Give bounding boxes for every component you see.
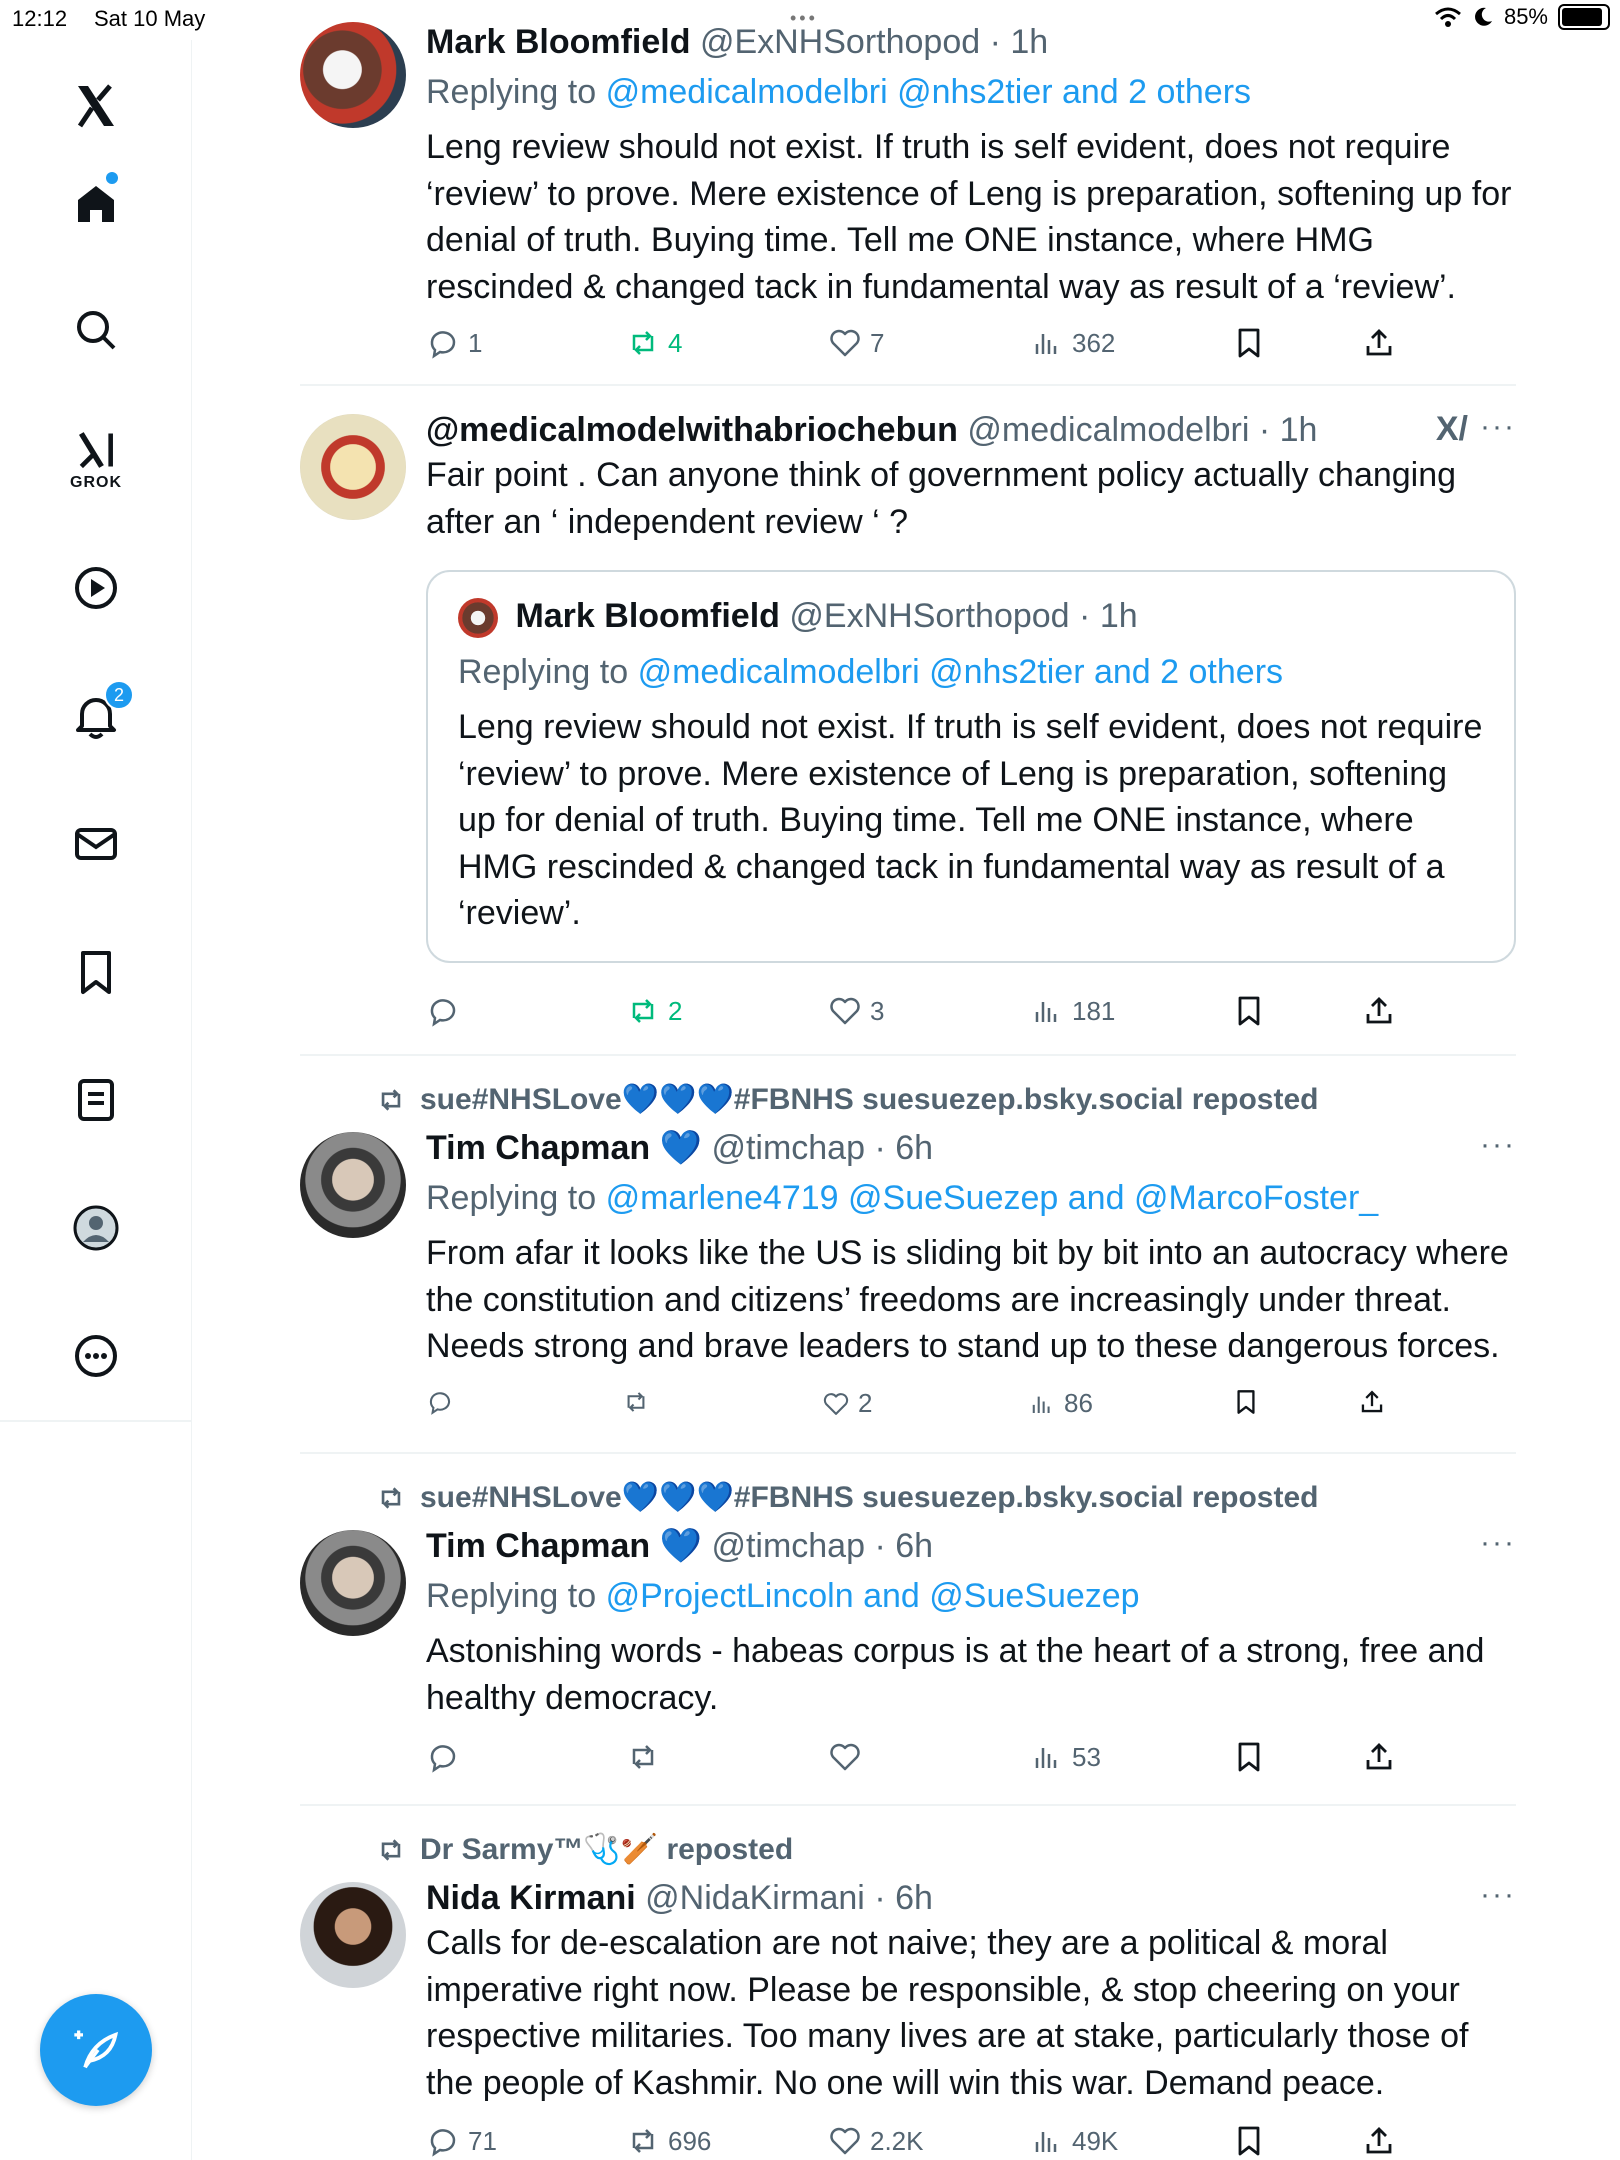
like-count: 3: [870, 995, 885, 1026]
like-count: 2: [858, 1388, 873, 1418]
quote-time: · 1h: [1079, 597, 1138, 635]
replying-to: [426, 1576, 1516, 1616]
tweet-time[interactable]: · 6h: [874, 1527, 934, 1565]
views-count: 49K: [1072, 2125, 1119, 2156]
grok-label: GROK: [70, 474, 122, 491]
tweet-header: [426, 1128, 1516, 1168]
views-chart-icon: [1030, 2124, 1064, 2158]
views-count: 86: [1064, 1388, 1093, 1418]
play-icon: [72, 564, 120, 612]
quote-avatar: [458, 598, 498, 638]
author-name[interactable]: Tim Chapman: [426, 1527, 651, 1565]
reply-icon: [426, 994, 460, 1028]
repost-button[interactable]: [626, 994, 682, 1028]
replying-prefix: Replying to: [426, 1179, 597, 1217]
tweet-divider: [300, 1804, 1516, 1806]
status-date: Sat 10 May: [94, 6, 206, 31]
tweet-header: [426, 1878, 1516, 1918]
reply-count: 71: [468, 2125, 497, 2156]
repost-button[interactable]: [622, 1388, 658, 1416]
reply-button[interactable]: [426, 1740, 468, 1774]
author-name[interactable]: Mark Bloomfield: [426, 23, 691, 61]
share-button[interactable]: [1362, 2124, 1396, 2158]
replying-prefix: Replying to: [426, 73, 597, 111]
sidebar-item-bookmarks[interactable]: [56, 932, 136, 1012]
repost-icon: [626, 2124, 660, 2158]
tweet-header: [426, 22, 1516, 62]
heart-icon: [822, 1390, 850, 1418]
notifications-badge: 2: [104, 680, 134, 710]
replying-prefix: Replying to: [426, 1577, 597, 1615]
author-handle[interactable]: @NidaKirmani: [645, 1879, 865, 1917]
tweet-divider: [300, 384, 1516, 386]
bookmark-icon: [1232, 994, 1266, 1028]
author-handle[interactable]: @ExNHSorthopod: [699, 23, 981, 61]
more-options-icon[interactable]: ···: [1480, 1526, 1516, 1559]
battery-icon: [1558, 4, 1610, 30]
replying-links[interactable]: @medicalmodelbri @nhs2tier and 2 others: [605, 73, 1252, 111]
like-button[interactable]: [828, 1740, 870, 1774]
views-chart-icon: [1030, 994, 1064, 1028]
repost-icon: [626, 326, 660, 360]
bookmark-icon: [1232, 1388, 1260, 1416]
grok-explain-icon[interactable]: X/: [1435, 410, 1468, 448]
reposted-by[interactable]: [376, 1480, 1318, 1515]
repost-button[interactable]: [626, 1740, 668, 1774]
heart-icon: [828, 2124, 862, 2158]
grok-icon: [72, 428, 120, 472]
bookmark-icon: [1232, 326, 1266, 360]
mail-icon: [72, 820, 120, 868]
author-handle[interactable]: @medicalmodelbri: [967, 411, 1250, 449]
tweet-actions: [426, 994, 1426, 1034]
verified-heart-badge: 💙: [659, 1527, 702, 1565]
bookmark-icon: [1232, 2124, 1266, 2158]
tweet-actions: [426, 1388, 1426, 1428]
like-button[interactable]: [828, 994, 884, 1028]
repost-icon: [626, 1740, 660, 1774]
views-button[interactable]: [1030, 1740, 1101, 1774]
battery-percent: 85%: [1503, 4, 1548, 29]
sidebar-item-notifications[interactable]: [56, 676, 136, 756]
repost-icon: [626, 994, 660, 1028]
sidebar-item-home[interactable]: [56, 162, 136, 242]
more-options-icon[interactable]: ···: [1480, 1878, 1516, 1911]
tweet-time[interactable]: · 6h: [874, 1129, 934, 1167]
status-time: 12:12: [12, 6, 68, 31]
quote-replying-prefix: Replying to: [458, 653, 629, 692]
quote-header: [458, 596, 1484, 638]
author-name[interactable]: @medicalmodelwithabriochebun: [426, 411, 958, 449]
reposted-by[interactable]: [376, 1832, 793, 1867]
avatar[interactable]: [300, 1530, 406, 1636]
heart-icon: [828, 994, 862, 1028]
reposted-by-text: Dr Sarmy™🩺🏏 reposted: [420, 1833, 794, 1866]
quote-replying-to: [458, 652, 1484, 692]
like-count: 2.2K: [870, 2125, 924, 2156]
views-button[interactable]: [1030, 2124, 1118, 2158]
avatar[interactable]: [300, 1882, 406, 1988]
avatar[interactable]: [300, 414, 406, 520]
home-unread-dot: [106, 172, 118, 184]
tweet-header: [426, 410, 1516, 450]
sidebar-item-search[interactable]: [56, 290, 136, 370]
more-circle-icon: [72, 1332, 120, 1380]
reposted-by-text: sue#NHSLove💙💙💙#FBNHS suesuezep.bsky.social reposted: [420, 1083, 1319, 1116]
sidebar-item-messages[interactable]: [56, 804, 136, 884]
share-icon: [1362, 1740, 1396, 1774]
sidebar-item-lists[interactable]: [56, 1060, 136, 1140]
sidebar-item-videos[interactable]: [56, 548, 136, 628]
replying-to: [426, 72, 1516, 112]
repost-icon: [622, 1388, 650, 1416]
reposted-by-text: sue#NHSLove💙💙💙#FBNHS suesuezep.bsky.social reposted: [420, 1481, 1319, 1514]
bookmark-button[interactable]: [1232, 326, 1266, 360]
reply-icon: [426, 1388, 454, 1416]
share-button[interactable]: [1362, 994, 1396, 1028]
bookmark-button[interactable]: [1232, 1740, 1266, 1774]
reply-button[interactable]: [426, 994, 468, 1028]
share-button[interactable]: [1362, 326, 1396, 360]
repost-icon: [376, 1085, 406, 1115]
tweet-time[interactable]: · 1h: [1258, 411, 1318, 449]
reply-count: 1: [468, 327, 483, 358]
share-icon: [1362, 2124, 1396, 2158]
repost-count: 4: [668, 327, 683, 358]
tweet-text: Fair point . Can anyone think of government policy actually changing after an ‘ independent review ‘ ?: [426, 456, 1457, 541]
repost-count: 696: [668, 2125, 712, 2156]
repost-button[interactable]: [626, 326, 682, 360]
reply-button[interactable]: [426, 326, 482, 360]
views-count: 53: [1072, 1741, 1101, 1772]
share-icon: [1362, 326, 1396, 360]
home-icon: [72, 178, 120, 226]
quote-author-handle: @ExNHSorthopod: [789, 597, 1070, 635]
share-icon: [1358, 1388, 1386, 1416]
author-handle[interactable]: @timchap: [711, 1129, 866, 1167]
tweet-time[interactable]: · 6h: [874, 1879, 933, 1917]
sidebar-item-profile[interactable]: [56, 1188, 136, 1268]
quote-text: Leng review should not exist. If truth is self evident, does not require ‘review’ to prove. Mere existence of Leng is preparation, softening up for denial of truth. Buying time. Tell me ONE instance, where HMG rescinded & changed tack in fundamental way as result of a ‘review’.: [458, 708, 1483, 933]
like-button[interactable]: [822, 1388, 872, 1419]
tweet-time[interactable]: · 1h: [989, 23, 1049, 61]
author-name[interactable]: Nida Kirmani: [426, 1879, 636, 1917]
tweet-actions: [426, 326, 1426, 366]
sidebar-item-grok[interactable]: [56, 420, 136, 500]
reply-icon: [426, 326, 460, 360]
repost-icon: [376, 1483, 406, 1513]
tweet-text: Astonishing words - habeas corpus is at the heart of a strong, free and healthy democracy.: [426, 1632, 1485, 1717]
tweet-actions: [426, 2124, 1426, 2160]
tweet-header: [426, 1526, 1516, 1566]
replying-links[interactable]: @marlene4719 @SueSuezep and @MarcoFoster_: [605, 1179, 1379, 1217]
views-button[interactable]: [1030, 994, 1115, 1028]
search-icon: [72, 306, 120, 354]
compose-feather-icon: [70, 2024, 122, 2076]
reply-button[interactable]: [426, 1388, 462, 1416]
more-options-icon[interactable]: ···: [1480, 410, 1516, 443]
profile-icon: [72, 1204, 120, 1252]
tweet-divider: [300, 1054, 1516, 1056]
tweet-text: From afar it looks like the US is sliding bit by bit into an autocracy where the constitution and citizens’ freedoms are increasingly under threat. Needs strong and brave leaders to stand up to these dangerous forces.: [426, 1234, 1509, 1365]
views-button[interactable]: [1028, 1388, 1093, 1419]
sidebar-nav: [0, 40, 192, 2160]
replying-to: [426, 1178, 1516, 1218]
bookmark-icon: [1232, 1740, 1266, 1774]
share-button[interactable]: [1362, 1740, 1396, 1774]
bookmark-icon: [72, 948, 120, 996]
views-count: 362: [1072, 327, 1116, 358]
author-name[interactable]: Tim Chapman: [426, 1129, 651, 1167]
quoted-tweet[interactable]: [426, 570, 1516, 963]
verified-heart-badge: 💙: [659, 1129, 702, 1167]
views-chart-icon: [1030, 1740, 1064, 1774]
reply-icon: [426, 2124, 460, 2158]
quote-replying-links: @medicalmodelbri @nhs2tier and 2 others: [637, 653, 1284, 692]
tweet-divider: [300, 1452, 1516, 1454]
bookmark-button[interactable]: [1232, 1388, 1260, 1416]
tweet-text: Calls for de-escalation are not naive; they are a political & moral imperative right now. Please be responsible, & stop cheering on your respective militaries. Too many lives are at stake, particularly those of the people of Kashmir. No one will win this war. Demand peace.: [426, 1924, 1469, 2102]
views-chart-icon: [1030, 326, 1064, 360]
views-count: 181: [1072, 995, 1116, 1026]
like-button[interactable]: [828, 2124, 924, 2158]
views-chart-icon: [1028, 1390, 1056, 1418]
repost-button[interactable]: [626, 2124, 711, 2158]
avatar[interactable]: [300, 1132, 406, 1238]
bookmark-button[interactable]: [1232, 994, 1266, 1028]
repost-icon: [376, 1835, 406, 1865]
replying-links[interactable]: @ProjectLincoln and @SueSuezep: [605, 1577, 1140, 1615]
reply-button[interactable]: [426, 2124, 497, 2158]
quote-author-name: Mark Bloomfield: [515, 597, 780, 635]
like-count: 7: [870, 327, 885, 358]
repost-count: 2: [668, 995, 683, 1026]
avatar[interactable]: [300, 22, 406, 128]
tweet-actions: [426, 1740, 1426, 1780]
sidebar-item-more[interactable]: [56, 1316, 136, 1396]
tweet-text: Leng review should not exist. If truth is self evident, does not require ‘review’ to prove. Mere existence of Leng is preparation, softening up for denial of truth. Buying time. Tell me ONE instance, where HMG rescinded & changed tack in fundamental way as result of a ‘review’.: [426, 128, 1512, 306]
share-icon: [1362, 994, 1396, 1028]
list-icon: [72, 1076, 120, 1124]
views-button[interactable]: [1030, 326, 1115, 360]
more-options-icon[interactable]: ···: [1480, 1128, 1516, 1161]
multitasking-dots-icon[interactable]: •••: [790, 8, 818, 28]
compose-button[interactable]: [40, 1994, 152, 2106]
heart-icon: [828, 1740, 862, 1774]
x-logo-icon[interactable]: [56, 66, 136, 146]
like-button[interactable]: [828, 326, 884, 360]
bookmark-button[interactable]: [1232, 2124, 1266, 2158]
share-button[interactable]: [1358, 1388, 1386, 1416]
reposted-by[interactable]: [376, 1082, 1318, 1117]
heart-icon: [828, 326, 862, 360]
reply-icon: [426, 1740, 460, 1774]
sidebar-divider: [0, 1420, 192, 1422]
author-handle[interactable]: @timchap: [711, 1527, 866, 1565]
